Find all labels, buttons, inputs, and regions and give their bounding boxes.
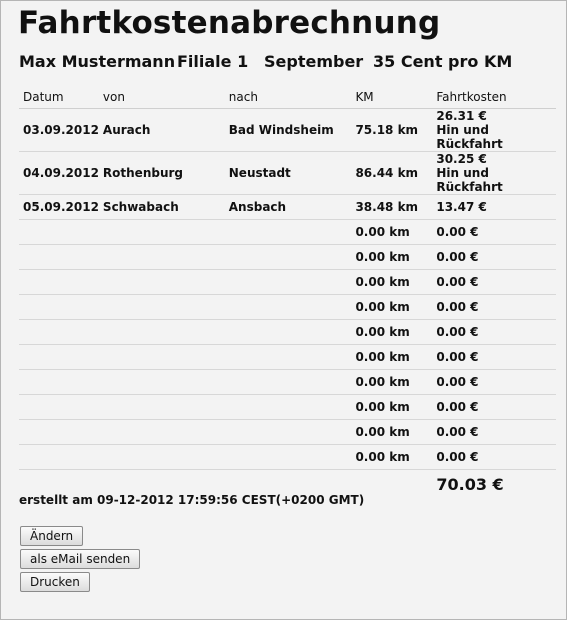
cell-to [225,420,352,445]
table-row [19,320,556,345]
total-cost: 70.03 € [436,474,504,494]
cell-from [99,370,225,395]
table-row [19,109,556,152]
header-cost: Fahrtkosten [432,85,556,109]
cell-to: Ansbach [225,195,352,220]
month-label: September [264,52,364,71]
cell-to [225,445,352,470]
cell-date [19,345,99,370]
cost-value: 0.00 € [436,400,479,414]
cell-cost [432,320,556,345]
header-km: KM [351,85,432,109]
cell-to: Bad Windsheim [225,109,352,152]
cell-cost [432,345,556,370]
cell-to [225,245,352,270]
cell-km: 0.00 km [351,370,432,395]
cell-to [225,395,352,420]
cell-to [225,370,352,395]
cost-value: 0.00 € [436,425,479,439]
header-date: Datum [19,85,99,109]
cost-value: 0.00 € [436,275,479,289]
cell-km: 0.00 km [351,320,432,345]
cell-date: 04.09.2012 [19,152,99,195]
cost-value: 30.25 € [436,152,487,166]
cell-from: Schwabach [99,195,225,220]
cost-value: 0.00 € [436,225,479,239]
cell-date [19,370,99,395]
cell-km: 0.00 km [351,345,432,370]
cost-value: 0.00 € [436,375,479,389]
cell-km: 0.00 km [351,220,432,245]
cell-cost [432,220,556,245]
cost-value: 0.00 € [436,325,479,339]
cell-km: 0.00 km [351,445,432,470]
cell-date: 03.09.2012 [19,109,99,152]
table-header-row [19,85,556,109]
cell-cost [432,395,556,420]
cell-date [19,445,99,470]
cell-km: 75.18 km [351,109,432,152]
table-row [19,270,556,295]
table-row [19,445,556,470]
cell-to [225,295,352,320]
cell-km: 0.00 km [351,395,432,420]
table-row [19,395,556,420]
cell-cost [432,109,556,152]
cell-cost [432,245,556,270]
table-row [19,345,556,370]
cell-from [99,320,225,345]
cost-note: Hin und Rückfahrt [436,166,503,194]
cell-cost [432,445,556,470]
cell-date [19,320,99,345]
cell-km: 0.00 km [351,270,432,295]
cell-date [19,220,99,245]
cell-km: 86.44 km [351,152,432,195]
cell-date [19,270,99,295]
cell-km: 0.00 km [351,420,432,445]
cost-value: 0.00 € [436,450,479,464]
cell-from [99,270,225,295]
edit-button[interactable]: Ändern [20,526,83,546]
cell-date [19,245,99,270]
table-row [19,370,556,395]
cell-to [225,345,352,370]
cost-value: 0.00 € [436,250,479,264]
cell-km: 38.48 km [351,195,432,220]
created-timestamp: erstellt am 09-12-2012 17:59:56 CEST(+0200 GMT) [19,493,365,507]
header-to: nach [225,85,352,109]
cost-value: 26.31 € [436,109,487,123]
cell-from [99,295,225,320]
cell-cost [432,195,556,220]
cell-to: Neustadt [225,152,352,195]
cell-km: 0.00 km [351,245,432,270]
print-button[interactable]: Drucken [20,572,90,592]
cell-from [99,395,225,420]
cell-cost [432,152,556,195]
page-title: Fahrtkostenabrechnung [18,5,441,41]
cell-to [225,220,352,245]
table-row [19,152,556,195]
cell-cost [432,420,556,445]
cell-from [99,420,225,445]
cell-cost [432,270,556,295]
table-row [19,245,556,270]
table-row [19,420,556,445]
cell-date: 05.09.2012 [19,195,99,220]
cell-from [99,345,225,370]
rate-label: 35 Cent pro KM [373,52,513,71]
email-button[interactable]: als eMail senden [20,549,140,569]
cell-from: Aurach [99,109,225,152]
cell-from [99,220,225,245]
branch-label: Filiale 1 [177,52,249,71]
cell-date [19,395,99,420]
cost-note: Hin und Rückfahrt [436,123,503,151]
rides-body [19,109,556,470]
table-row [19,295,556,320]
cell-date [19,295,99,320]
employee-name: Max Mustermann [19,52,176,71]
cost-value: 0.00 € [436,350,479,364]
cost-value: 13.47 € [436,200,487,214]
cell-date [19,420,99,445]
header-from: von [99,85,225,109]
cell-from [99,445,225,470]
table-row [19,195,556,220]
cell-to [225,320,352,345]
cell-from: Rothenburg [99,152,225,195]
table-row [19,220,556,245]
cost-value: 0.00 € [436,300,479,314]
rides-table [19,85,556,500]
cell-from [99,245,225,270]
cell-cost [432,370,556,395]
cell-to [225,270,352,295]
cell-km: 0.00 km [351,295,432,320]
cell-cost [432,295,556,320]
